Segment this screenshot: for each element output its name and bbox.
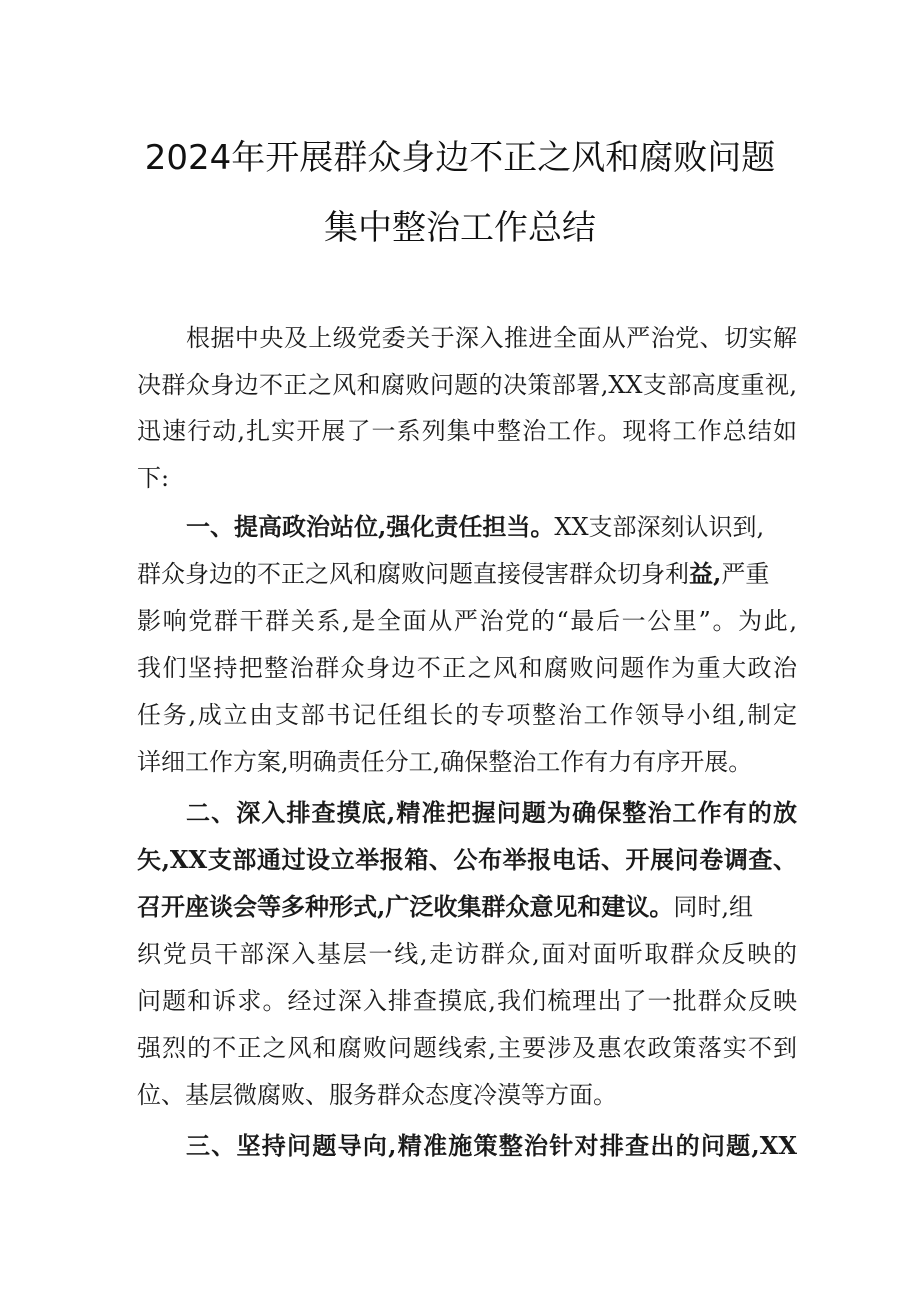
document-title-line-1: 2024年开展群众身边不正之风和腐败问题: [144, 138, 776, 178]
paragraph-3-text-1: 同时,组: [673, 893, 753, 921]
paragraph-2-bold-word: 益,: [689, 559, 722, 588]
document-title-line-2: 集中整治工作总结: [324, 208, 596, 248]
paragraph-2-line-1: [186, 507, 797, 542]
section-2-heading-line-3: 召开座谈会等多种形式,广泛收集群众意见和建议。: [137, 892, 674, 921]
paragraph-2-line-3: 影响党群干群关系,是全面从严治党的“最后一公里”。为此,: [137, 607, 797, 635]
paragraph-1-line-2: 决群众身边不正之风和腐败问题的决策部署,XX支部高度重视,: [137, 371, 797, 399]
paragraph-2-line-6: 详细工作方案,明确责任分工,确保整治工作有力有序开展。: [137, 748, 753, 776]
section-2-heading-line-1: 二、深入排查摸底,精准把握问题为确保整治工作有的放: [186, 798, 797, 827]
paragraph-2-line-4: 我们坚持把整治群众身边不正之风和腐败问题作为重大政治: [137, 654, 797, 682]
paragraph-2-text-2: 群众身边的不正之风和腐败问题直接侵害群众切身利: [137, 560, 689, 588]
section-1-heading: 一、提高政治站位,强化责任担当。: [186, 512, 555, 541]
paragraph-1-line-1: 根据中央及上级党委关于深入推进全面从严治党、切实解: [186, 324, 797, 352]
section-2-heading-line-2: 矢,XX支部通过设立举报箱、公布举报电话、开展问卷调查、: [137, 845, 797, 874]
paragraph-1-line-3: 迅速行动,扎实开展了一系列集中整治工作。现将工作总结如: [137, 417, 797, 445]
paragraph-3-line-4: 织党员干部深入基层一线,走访群众,面对面听取群众反映的: [137, 940, 797, 968]
paragraph-2-line-5: 任务,成立由支部书记任组长的专项整治工作领导小组,制定: [137, 701, 797, 729]
paragraph-3-line-3: [137, 887, 797, 922]
paragraph-2-line-2: [137, 554, 797, 589]
paragraph-3-line-5: 问题和诉求。经过深入排查摸底,我们梳理出了一批群众反映: [137, 987, 797, 1015]
paragraph-2-text-1: XX支部深刻认识到,: [554, 513, 765, 541]
section-3-heading: 三、坚持问题导向,精准施策整治针对排查出的问题,XX: [186, 1131, 797, 1160]
paragraph-3-line-6: 强烈的不正之风和腐败问题线索,主要涉及惠农政策落实不到: [137, 1034, 797, 1062]
paragraph-1-line-4: 下:: [137, 464, 170, 492]
paragraph-2-text-3: 严重: [721, 560, 770, 588]
paragraph-3-line-7: 位、基层微腐败、服务群众态度冷漠等方面。: [137, 1081, 617, 1109]
